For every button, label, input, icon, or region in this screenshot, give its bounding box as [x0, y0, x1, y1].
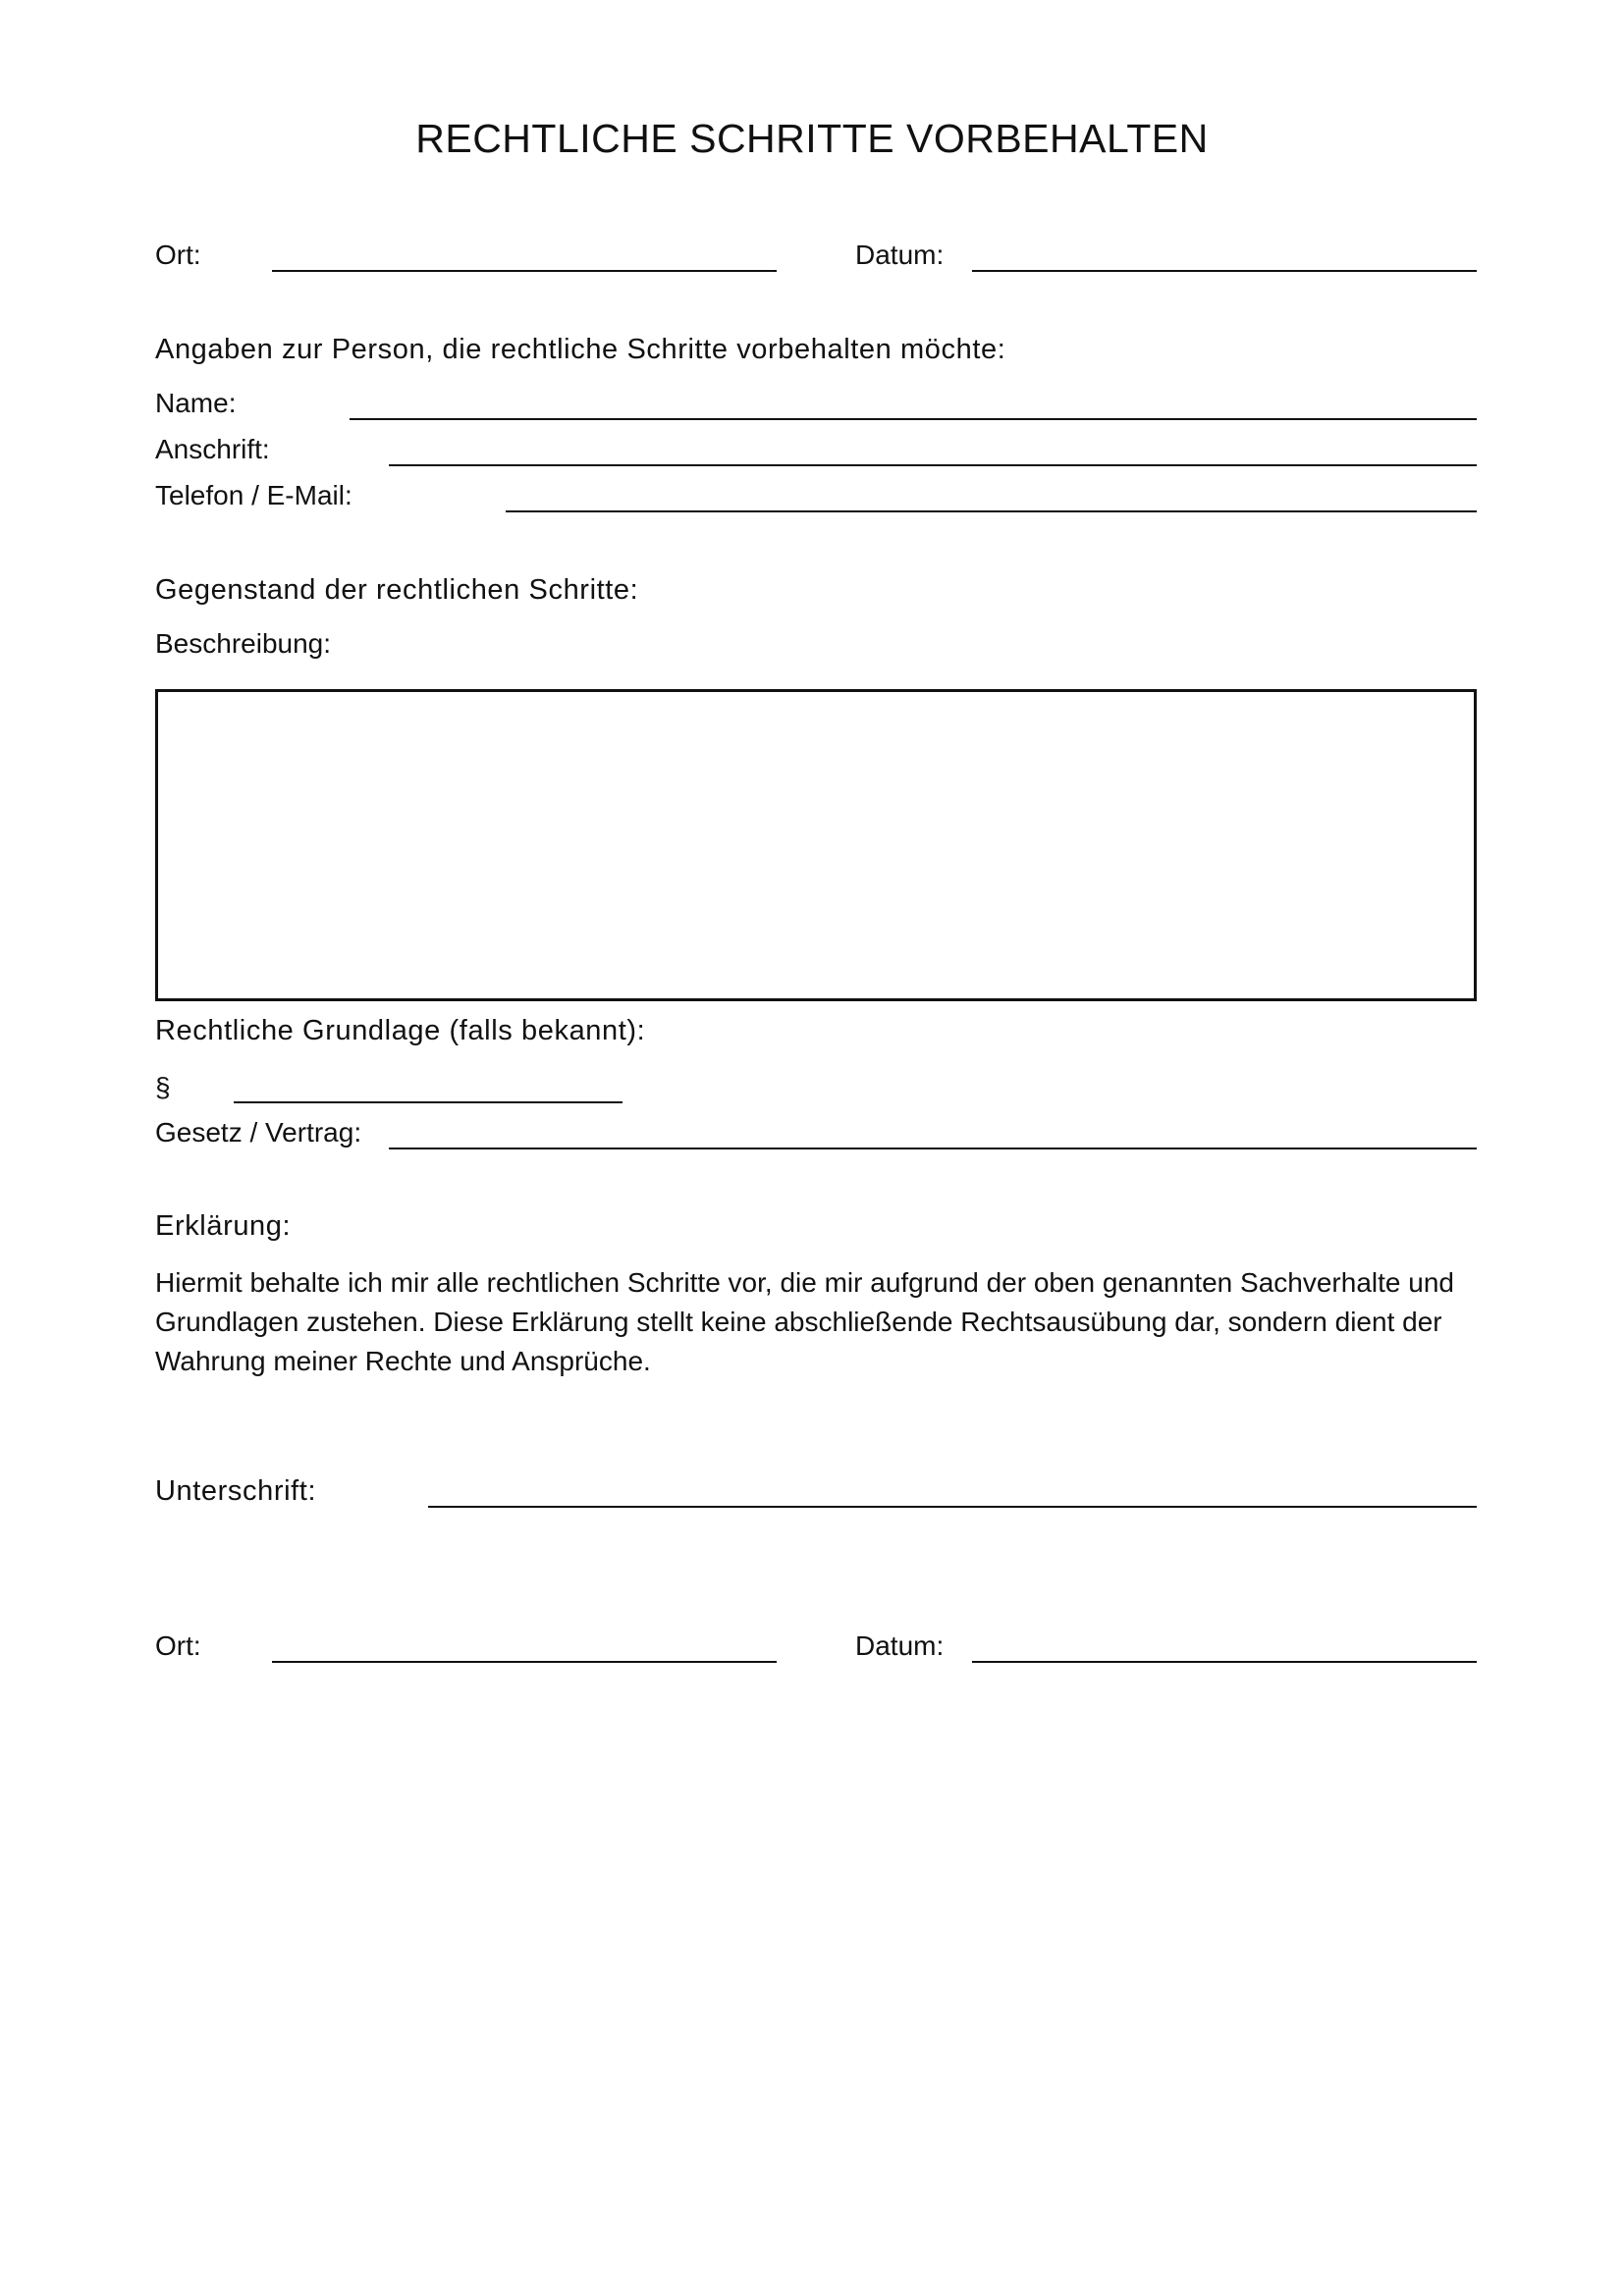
- name-label: Name:: [155, 388, 237, 418]
- datum-label: Datum:: [855, 240, 945, 270]
- gesetz-label: Gesetz / Vertrag:: [155, 1117, 362, 1148]
- datum-field-line[interactable]: [972, 270, 1477, 272]
- beschreibung-label: Beschreibung:: [155, 628, 332, 659]
- document-title: RECHTLICHE SCHRITTE VORBEHALTEN: [415, 116, 1209, 161]
- name-field-line[interactable]: [350, 418, 1477, 420]
- ort-field-line[interactable]: [272, 270, 777, 272]
- gesetz-field-line[interactable]: [389, 1148, 1477, 1149]
- signature-field-line[interactable]: [428, 1506, 1477, 1508]
- footer-datum-field-line[interactable]: [972, 1661, 1477, 1663]
- legal-basis-heading: Rechtliche Grundlage (falls bekannt):: [155, 1015, 646, 1046]
- paragraph-symbol: §: [155, 1072, 171, 1102]
- kontakt-field-line[interactable]: [506, 510, 1477, 512]
- ort-label: Ort:: [155, 240, 201, 270]
- anschrift-field-line[interactable]: [389, 464, 1477, 466]
- paragraph-field-line[interactable]: [234, 1101, 623, 1103]
- footer-datum-label: Datum:: [855, 1630, 945, 1661]
- person-section-heading: Angaben zur Person, die rechtliche Schritte vorbehalten möchte:: [155, 334, 1006, 365]
- subject-section-heading: Gegenstand der rechtlichen Schritte:: [155, 574, 639, 606]
- declaration-heading: Erklärung:: [155, 1210, 292, 1242]
- kontakt-label: Telefon / E-Mail:: [155, 480, 352, 510]
- signature-label: Unterschrift:: [155, 1475, 317, 1507]
- declaration-text: Hiermit behalte ich mir alle rechtlichen Schritte vor, die mir aufgrund der oben genannten Sachverhalte und Grundlagen zustehen. Diese Erklärung stellt keine abschließende Rechtsausübung dar, sondern dient der Wahrung meiner Rechte und Ansprüche.: [155, 1267, 1454, 1376]
- footer-ort-field-line[interactable]: [272, 1661, 777, 1663]
- beschreibung-textarea[interactable]: [155, 689, 1477, 1001]
- footer-ort-label: Ort:: [155, 1630, 201, 1661]
- anschrift-label: Anschrift:: [155, 434, 270, 464]
